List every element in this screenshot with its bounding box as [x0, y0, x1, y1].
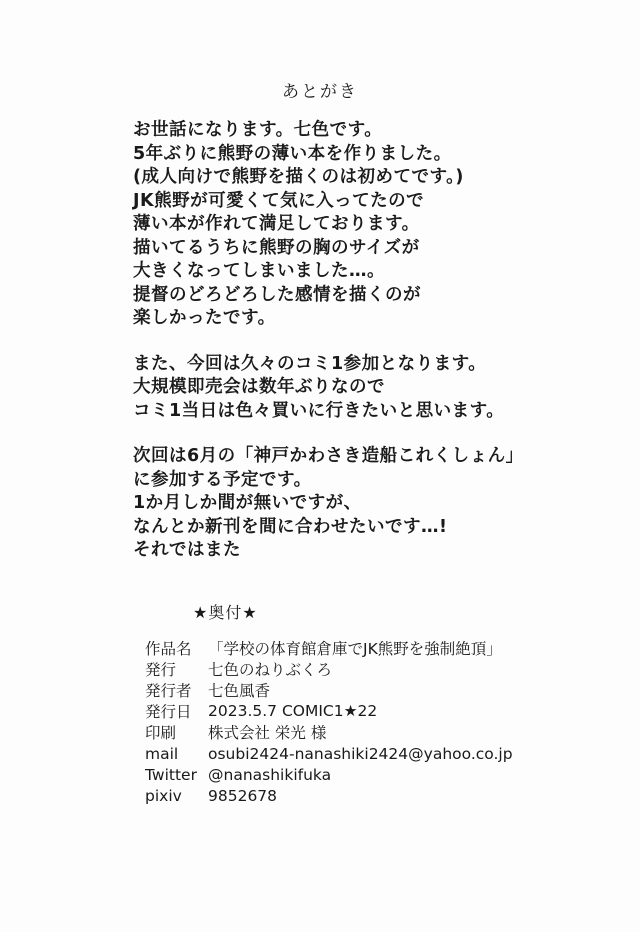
colophon-label: 発行 [145, 660, 177, 679]
colophon-label: 作品名 [145, 639, 192, 658]
colophon-value: 「学校の体育館倉庫でJK熊野を強制絶頂」 [208, 639, 502, 658]
text-line: 次回は6月の「神戸かわさき造船これくしょん」 [133, 446, 524, 466]
text-line: 大規模即売会は数年ぶりなので [133, 377, 385, 397]
colophon-row [145, 679, 513, 700]
colophon-value: 株式会社 栄光 様 [208, 724, 327, 743]
colophon-label: 印刷 [145, 724, 177, 743]
text-line: JK熊野が可愛くて気に入ってたので [133, 190, 425, 211]
colophon-value: osubi2424-nanashiki2424@yahoo.co.jp [208, 744, 513, 763]
afterword-body [133, 119, 613, 585]
colophon-label: mail [145, 744, 179, 763]
afterword-paragraph [133, 353, 613, 424]
text-line: に参加する予定です。 [133, 469, 312, 490]
colophon-title: ★奥付★ [193, 603, 258, 622]
text-line: 提督のどろどろした感情を描くのが [133, 284, 421, 305]
colophon-row [145, 658, 513, 679]
text-line: コミ1当日は色々買いに行きたいと思います。 [133, 400, 505, 421]
colophon-row [145, 701, 513, 722]
colophon-value: 9852678 [208, 786, 278, 805]
text-line: 薄い本が作れて満足しております。 [133, 214, 420, 234]
colophon-row [145, 764, 513, 785]
afterword-heading: あとがき [282, 82, 358, 102]
colophon-label: Twitter [145, 765, 197, 784]
colophon-label: pixiv [145, 786, 182, 805]
colophon-row [145, 785, 513, 806]
text-line: 5年ぶりに熊野の薄い本を作りました。 [133, 143, 452, 164]
colophon-value: 七色風香 [208, 681, 271, 700]
colophon-value: 2023.5.7 COMIC1★22 [208, 702, 378, 721]
colophon-label: 発行日 [145, 703, 192, 722]
text-line: 描いてるうちに熊野の胸のサイズが [133, 237, 420, 258]
colophon-value: 七色のねりぶくろ [208, 660, 333, 679]
text-line: 1か月しか間が無いですが、 [133, 493, 362, 513]
colophon-row [145, 722, 513, 743]
text-line: 大きくなってしまいました…。 [133, 261, 385, 281]
colophon-value: @nanashikifuka [208, 765, 332, 784]
colophon-label: 発行者 [145, 681, 192, 700]
afterword-paragraph [133, 119, 613, 331]
text-line: (成人向けで熊野を描くのは初めてです。) [133, 167, 464, 187]
text-line: なんとか新刊を間に合わせたいです…! [133, 516, 448, 537]
colophon-row [145, 637, 513, 658]
text-line: それではまた [133, 540, 241, 560]
afterword-paragraph [133, 445, 613, 563]
text-line: お世話になります。七色です。 [133, 120, 383, 140]
colophon-row [145, 743, 513, 764]
text-line: また、今回は久々のコミ1参加となります。 [133, 353, 487, 374]
colophon-table [145, 637, 513, 807]
text-line: 楽しかったです。 [133, 308, 276, 328]
